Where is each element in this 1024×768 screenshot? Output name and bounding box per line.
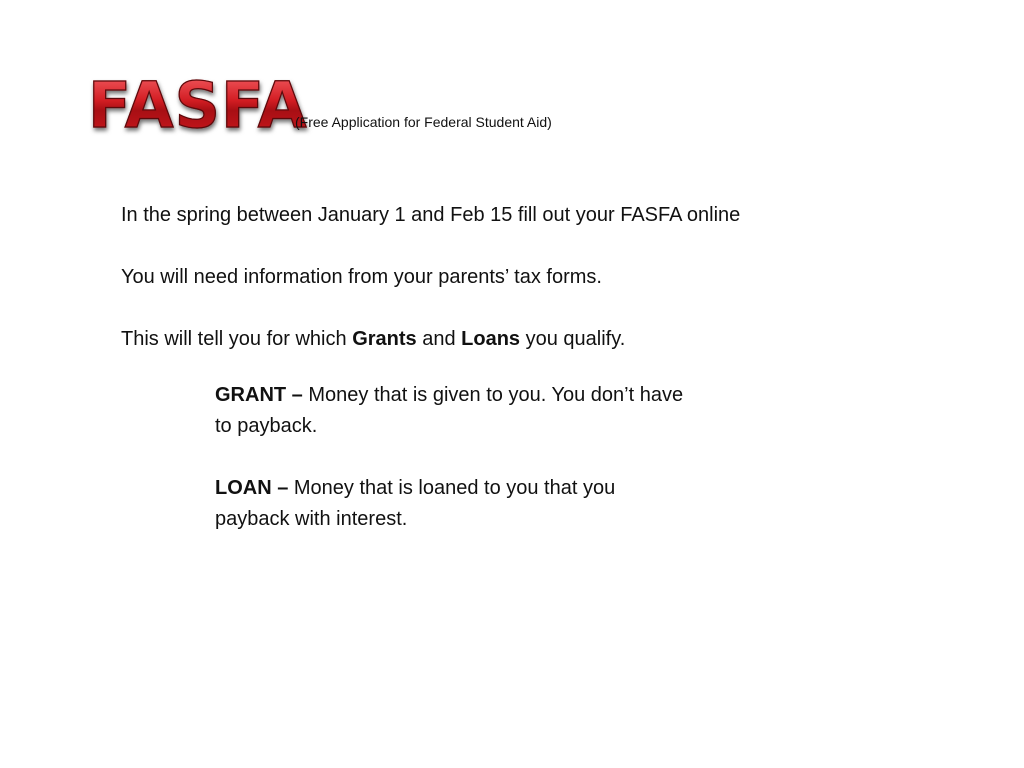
qualify-and: and [416, 328, 462, 350]
loans-keyword: Loans [461, 328, 521, 350]
grant-definition-text: Money that is given to you. You don’t have to payback. [215, 384, 684, 437]
loan-definition-text: Money that is loaned to you that you payback with interest. [215, 477, 616, 530]
loan-definition [215, 473, 695, 535]
qualify-suffix: you qualify. [520, 328, 626, 350]
grants-keyword: Grants [352, 328, 417, 350]
slide-title: FASFA [88, 69, 308, 142]
grant-definition [215, 380, 695, 442]
tax-forms-text: You will need information from your parents’ tax forms. [121, 266, 602, 288]
slide-subtitle: (Free Application for Federal Student Aid) [295, 114, 552, 130]
deadline-text: In the spring between January 1 and Feb 15 fill out your FASFA online [121, 204, 741, 226]
qualify-text [121, 328, 625, 351]
qualify-prefix: This will tell you for which [121, 328, 353, 350]
loan-term: LOAN – [215, 477, 289, 499]
grant-term: GRANT – [215, 384, 303, 406]
